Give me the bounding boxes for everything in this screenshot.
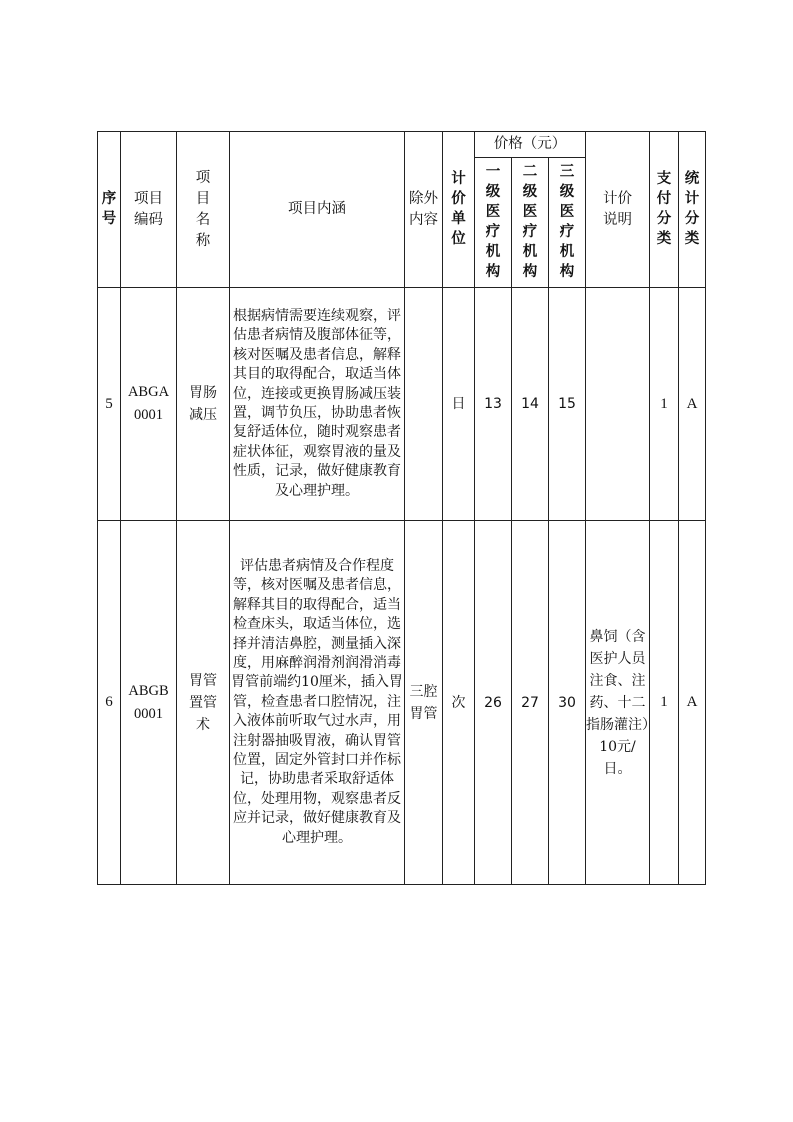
header-level1: 一级医疗机构 xyxy=(475,158,512,288)
row-exclusion: 三腔 胃管 xyxy=(405,521,443,885)
row-content: 评估患者病情及合作程度等，核对医嘱及患者信息，解释其目的取得配合，适当检查床头，取适当体位，选择并清洁鼻腔，测量插入深度，用麻醉润滑剂润滑消毒胃管前端约10厘米，插入胃管，检查患者口腔情况，注入液体前听取气过水声，用注射器抽吸胃液，确认胃管位置，固定外管封口并作标记，协助患者采取舒适体位，处理用物，观察患者反应并记录，做好健康教育及心理护理。 xyxy=(230,521,405,885)
row-seq: 5 xyxy=(98,288,121,521)
header-level2: 二级医疗机构 xyxy=(512,158,549,288)
table-row xyxy=(98,521,706,885)
row-pricing-note: 鼻饲（含医护人员注食、注药、十二指肠灌注）10元/日。 xyxy=(586,521,650,885)
row-code: ABGA 0001 xyxy=(121,288,177,521)
header-name: 项目名称 xyxy=(177,132,230,288)
row-price-level1: 13 xyxy=(475,288,512,521)
row-price-level1: 26 xyxy=(475,521,512,885)
row-unit: 日 xyxy=(443,288,475,521)
row-price-level2: 14 xyxy=(512,288,549,521)
header-unit: 计价单位 xyxy=(443,132,475,288)
header-price-group: 价格（元） xyxy=(475,132,586,158)
row-name: 胃肠 减压 xyxy=(177,288,230,521)
header-row-top xyxy=(98,132,706,158)
header-stat-class: 统计分类 xyxy=(679,132,706,288)
row-price-level3: 30 xyxy=(549,521,586,885)
row-content: 根据病情需要连续观察，评估患者病情及腹部体征等，核对医嘱及患者信息，解释其目的取得配合，取适当体位，连接或更换胃肠减压装置，调节负压，协助患者恢复舒适体位，随时观察患者症状体征，观察胃液的量及性质，记录，做好健康教育及心理护理。 xyxy=(230,288,405,521)
table-row xyxy=(98,288,706,521)
header-level3: 三级医疗机构 xyxy=(549,158,586,288)
row-seq: 6 xyxy=(98,521,121,885)
header-pricing-note: 计价说明 xyxy=(586,132,650,288)
row-stat-class: A xyxy=(679,521,706,885)
header-content: 项目内涵 xyxy=(230,132,405,288)
header-payment-class: 支付分类 xyxy=(650,132,679,288)
header-seq: 序号 xyxy=(98,132,121,288)
row-name: 胃管 置管 术 xyxy=(177,521,230,885)
row-pricing-note xyxy=(586,288,650,521)
row-exclusion xyxy=(405,288,443,521)
row-payment-class: 1 xyxy=(650,521,679,885)
header-code: 项目编码 xyxy=(121,132,177,288)
row-stat-class: A xyxy=(679,288,706,521)
header-exclusion: 除外内容 xyxy=(405,132,443,288)
row-code: ABGB 0001 xyxy=(121,521,177,885)
row-payment-class: 1 xyxy=(650,288,679,521)
row-price-level2: 27 xyxy=(512,521,549,885)
row-unit: 次 xyxy=(443,521,475,885)
fee-table xyxy=(97,131,706,885)
row-price-level3: 15 xyxy=(549,288,586,521)
